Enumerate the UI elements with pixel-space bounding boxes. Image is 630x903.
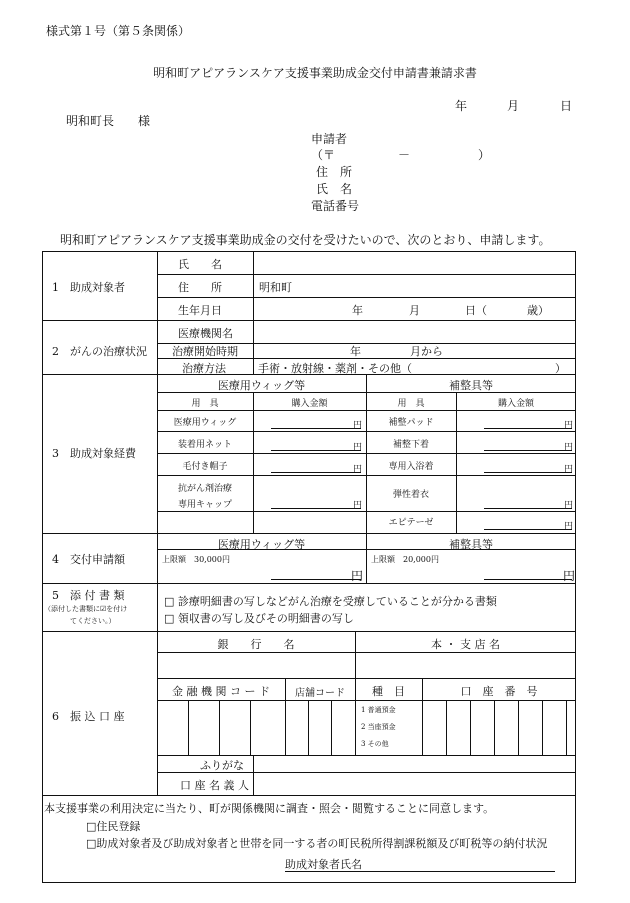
start-month: 月から bbox=[410, 345, 443, 358]
intro-text: 明和町アピアランスケア支援事業助成金の交付を受けたいので、次のとおり、申請します。 bbox=[60, 233, 551, 247]
postal-dash: － bbox=[398, 148, 411, 162]
sec6-label: 6 振 込 口 座 bbox=[52, 710, 125, 723]
sec5-label: 5 添 付 書 類 bbox=[52, 589, 125, 602]
treatment-method-close: ） bbox=[555, 362, 566, 375]
aux-item-header: 用 具 bbox=[397, 399, 425, 409]
branch-code-header: 店舗コード bbox=[295, 688, 345, 699]
applicant-address-label: 住 所 bbox=[316, 165, 353, 179]
grant-wig-limit: 上限額 30,000円 bbox=[162, 555, 230, 564]
sec2-label: 2 がんの治療状況 bbox=[52, 345, 147, 358]
applicant-label: 申請者 bbox=[311, 132, 348, 146]
wig-item: 医療用ウィッグ bbox=[173, 418, 237, 428]
account-type-option[interactable]: 1 普通預金 bbox=[361, 706, 396, 714]
applicant-name-label: 氏 名 bbox=[316, 182, 353, 196]
subject-name-label: 氏 名 bbox=[178, 258, 222, 271]
start-year: 年 bbox=[350, 345, 361, 358]
yen: 円 bbox=[353, 443, 363, 453]
yen: 円 bbox=[564, 443, 574, 453]
yen: 円 bbox=[353, 421, 363, 431]
sec5-note-1: （添付した書類に☑を付け bbox=[44, 605, 128, 613]
account-type-option[interactable]: 2 当座預金 bbox=[361, 723, 396, 731]
aux-item: 補整下着 bbox=[392, 440, 429, 450]
treatment-method-label: 治療方法 bbox=[182, 362, 226, 375]
aux-item: 補整パッド bbox=[388, 418, 434, 428]
date-day: 日 bbox=[560, 99, 573, 113]
signature-line[interactable] bbox=[285, 871, 555, 872]
bank-name-header: 銀 行 名 bbox=[217, 638, 295, 651]
wig-item: 抗がん剤治療 bbox=[177, 484, 232, 494]
form-title: 明和町アピアランスケア支援事業助成金交付申請書兼請求書 bbox=[153, 66, 477, 80]
account-type-option[interactable]: 3 その他 bbox=[361, 740, 389, 748]
wig-header: 医療用ウィッグ等 bbox=[217, 379, 306, 392]
consent-text: 本支援事業の利用決定に当たり、町が関係機関に調査・照会・閲覧することに同意します。 bbox=[44, 802, 495, 815]
birth-year: 年 bbox=[352, 304, 363, 317]
date-month: 月 bbox=[507, 99, 520, 113]
wig-item: 専用キャップ bbox=[177, 500, 232, 510]
account-number-header: 口 座 番 号 bbox=[460, 685, 538, 698]
sec4-label: 4 交付申請額 bbox=[52, 553, 125, 566]
treatment-method-value: 手術・放射線・薬剤・その他（ bbox=[258, 362, 412, 375]
subject-address-label: 住 所 bbox=[178, 281, 222, 294]
yen: 円 bbox=[563, 569, 576, 583]
date-year: 年 bbox=[455, 99, 468, 113]
attach-doc-2[interactable]: □ 領収書の写し及びその明細書の写し bbox=[164, 612, 354, 625]
grant-wig-header: 医療用ウィッグ等 bbox=[217, 538, 306, 551]
signature-label: 助成対象者氏名 bbox=[285, 858, 362, 871]
aux-item: 弾性着衣 bbox=[392, 490, 429, 500]
yen: 円 bbox=[564, 501, 574, 511]
birth-month: 月 bbox=[409, 304, 420, 317]
wig-item: 毛付き帽子 bbox=[182, 462, 228, 472]
applicant-phone-label: 電話番号 bbox=[311, 199, 360, 213]
attach-doc-1[interactable]: □ 診療明細書の写しなどがん治療を受療していることが分かる書類 bbox=[164, 595, 497, 608]
form-number: 様式第１号（第５条関係） bbox=[46, 24, 191, 38]
wig-item-header: 用 具 bbox=[191, 399, 219, 409]
subject-address-value: 明和町 bbox=[259, 281, 292, 294]
aux-amount-header: 購入金額 bbox=[497, 399, 534, 409]
yen: 円 bbox=[564, 522, 574, 532]
consent-item-2[interactable]: □助成対象者及び助成対象者と世帯を同一する者の町民税所得割課税額及び町税等の納付状況 bbox=[86, 837, 548, 850]
treatment-start-label: 治療開始時期 bbox=[172, 345, 238, 358]
branch-name-header: 本 ・ 支 店 名 bbox=[431, 638, 500, 651]
birth-age: 歳） bbox=[527, 304, 549, 317]
bank-code-header: 金 融 機 関 コ ー ド bbox=[172, 685, 270, 698]
postal-close: ） bbox=[478, 148, 491, 162]
yen: 円 bbox=[564, 421, 574, 431]
postal-open: （〒 bbox=[311, 148, 336, 162]
furigana-label: ふりがな bbox=[200, 759, 244, 772]
wig-amount-header: 購入金額 bbox=[291, 399, 328, 409]
subject-birth-label: 生年月日 bbox=[178, 304, 222, 317]
yen: 円 bbox=[353, 465, 363, 475]
aux-header: 補整具等 bbox=[449, 379, 493, 392]
hospital-label: 医療機関名 bbox=[178, 327, 233, 340]
sec3-label: 3 助成対象経費 bbox=[52, 447, 136, 460]
account-holder-label: 口 座 名 義 人 bbox=[180, 779, 249, 792]
grant-aux-header: 補整具等 bbox=[449, 538, 493, 551]
aux-item: 専用入浴着 bbox=[388, 462, 434, 472]
birth-day: 日（ bbox=[465, 304, 487, 317]
account-type-header: 種 目 bbox=[372, 685, 405, 698]
sec1-label: 1 助成対象者 bbox=[52, 281, 125, 294]
yen: 円 bbox=[351, 569, 364, 583]
yen: 円 bbox=[564, 465, 574, 475]
wig-item: 装着用ネット bbox=[177, 440, 232, 450]
yen: 円 bbox=[353, 501, 363, 511]
consent-item-1[interactable]: □住民登録 bbox=[86, 820, 141, 833]
sec5-note-2: てください。） bbox=[70, 617, 116, 625]
aux-item: エピテーゼ bbox=[388, 518, 434, 528]
addressee: 明和町長 様 bbox=[66, 114, 151, 128]
grant-aux-limit: 上限額 20,000円 bbox=[371, 555, 439, 564]
